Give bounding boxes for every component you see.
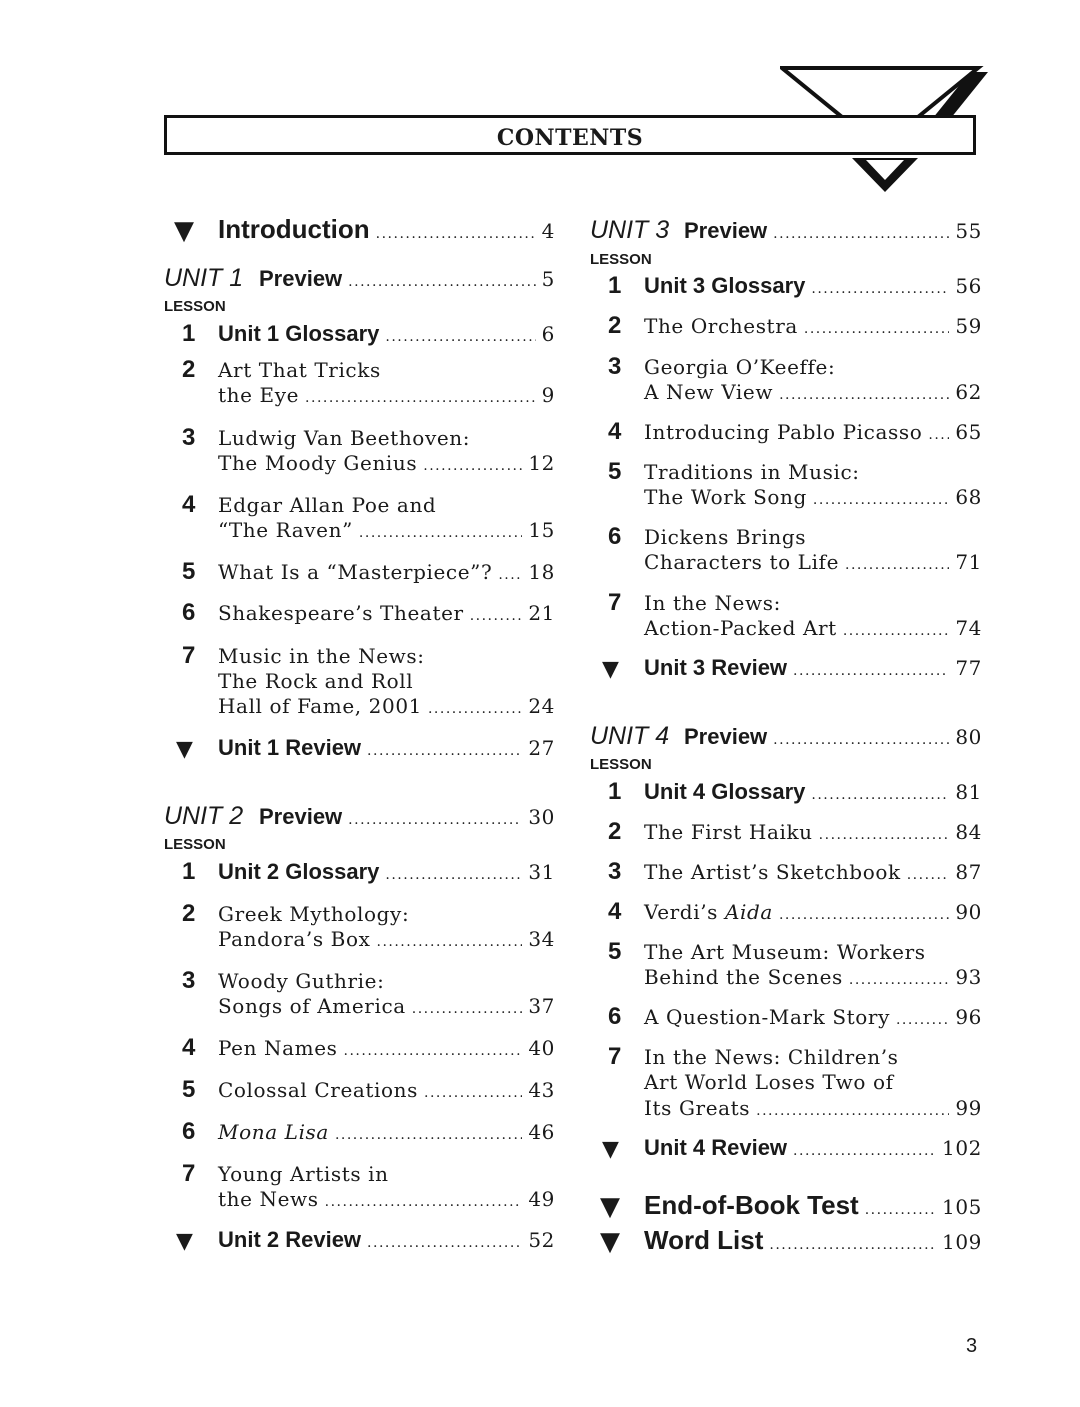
toc-entry-lesson[interactable] (218, 927, 555, 951)
entry-title: Preview (259, 804, 343, 829)
entry-title: Behind the Scenes (644, 965, 843, 989)
lesson-number: 5 (182, 1076, 196, 1103)
entry-title: Songs of America (218, 994, 406, 1018)
lesson-label: LESSON (590, 251, 652, 268)
entry-title: Mona Lisa (218, 1120, 329, 1144)
toc-entry-lesson[interactable] (218, 451, 555, 475)
leader-dots (385, 329, 535, 345)
lesson-number: 6 (608, 1003, 622, 1030)
entry-page: 27 (528, 736, 555, 760)
toc-entry-lesson[interactable] (644, 314, 982, 338)
entry-page: 59 (955, 314, 982, 338)
entry-title: Unit 3 Glossary (644, 273, 806, 298)
entry-title: Unit 2 Glossary (218, 859, 380, 884)
entry-title: Unit 4 Glossary (644, 779, 806, 804)
leader-dots (843, 623, 950, 639)
entry-title-line[interactable]: Greek Mythology: (218, 902, 410, 926)
entry-title: Word List (644, 1225, 764, 1255)
toc-entry-unit4-review[interactable] (644, 1135, 982, 1161)
entry-title: Introducing Pablo Picasso (644, 420, 923, 444)
lesson-number: 5 (182, 558, 196, 585)
down-triangle-icon: ▼ (602, 657, 619, 682)
entry-page: 49 (528, 1187, 555, 1211)
entry-page: 65 (955, 420, 982, 444)
leader-dots (428, 701, 522, 717)
entry-title: Characters to Life (644, 550, 839, 574)
entry-title: Pen Names (218, 1036, 338, 1060)
entry-title: Shakespeare’s Theater (218, 601, 464, 625)
leader-dots (335, 1127, 522, 1143)
leader-dots (367, 743, 522, 759)
entry-page: 5 (541, 267, 555, 291)
contents-header (164, 115, 976, 155)
entry-page: 109 (942, 1230, 982, 1254)
leader-dots (813, 492, 949, 508)
toc-entry-lesson[interactable] (644, 1005, 982, 1029)
entry-title-line[interactable]: Music in the News: (218, 644, 425, 668)
entry-title-line[interactable]: Traditions in Music: (644, 460, 860, 484)
lesson-number: 3 (608, 858, 622, 885)
entry-title-line[interactable]: Georgia O’Keeffe: (644, 355, 836, 379)
leader-dots (756, 1103, 949, 1119)
entry-title-line[interactable]: Art World Loses Two of (644, 1070, 894, 1094)
entry-page: 93 (955, 965, 982, 989)
leader-dots (367, 1235, 522, 1251)
toc-entry-introduction[interactable] (218, 214, 555, 245)
lesson-number: 6 (182, 1118, 196, 1145)
toc-entry-lesson[interactable] (218, 859, 555, 885)
toc-entry-lesson[interactable] (644, 965, 982, 989)
leader-dots (359, 525, 522, 541)
leader-dots (344, 1043, 523, 1059)
leader-dots (325, 1194, 523, 1210)
entry-title: the Eye (218, 383, 300, 407)
lesson-number: 7 (608, 589, 622, 616)
entry-title: Unit 1 Review (218, 735, 362, 760)
leader-dots (773, 732, 949, 748)
entry-page: 21 (528, 601, 555, 625)
lesson-number: 2 (608, 818, 622, 845)
toc-entry-lesson[interactable] (644, 485, 982, 509)
entry-title-line[interactable]: Dickens Brings (644, 525, 807, 549)
leader-dots (423, 458, 522, 474)
toc-entry-unit1-preview[interactable] (259, 266, 555, 292)
lesson-number: 5 (608, 458, 622, 485)
entry-page: 105 (942, 1195, 982, 1219)
entry-page: 24 (528, 694, 555, 718)
entry-title: End-of-Book Test (644, 1190, 859, 1220)
entry-page: 4 (541, 219, 555, 243)
entry-page: 74 (955, 616, 982, 640)
lesson-number: 6 (182, 599, 196, 626)
lesson-number: 3 (182, 424, 196, 451)
leader-dots (793, 663, 949, 679)
entry-page: 90 (955, 900, 982, 924)
entry-page: 68 (955, 485, 982, 509)
toc-entry-lesson[interactable] (644, 860, 982, 884)
toc-entry-word-list[interactable] (644, 1225, 982, 1256)
unit-label: UNIT 2 (164, 802, 244, 830)
entry-page: 12 (528, 451, 555, 475)
down-triangle-icon: ▼ (600, 1227, 620, 1257)
lesson-number: 7 (182, 642, 196, 669)
entry-title: Pandora’s Box (218, 927, 371, 951)
entry-page: 71 (955, 550, 982, 574)
lesson-label: LESSON (590, 756, 652, 773)
toc-entry-lesson[interactable] (644, 779, 982, 805)
entry-page: 55 (955, 219, 982, 243)
lesson-number: 3 (608, 353, 622, 380)
entry-title: Preview (684, 724, 768, 749)
toc-entry-lesson[interactable] (218, 560, 555, 584)
toc-entry-lesson[interactable] (218, 518, 555, 542)
leader-dots (845, 557, 949, 573)
entry-title-line[interactable]: The Art Museum: Workers (644, 940, 926, 964)
unit-label: UNIT 3 (590, 216, 670, 244)
toc-entry-lesson[interactable] (218, 1078, 555, 1102)
entry-title: Action-Packed Art (644, 616, 837, 640)
toc-entry-lesson[interactable] (218, 383, 555, 407)
leader-dots (498, 567, 522, 583)
entry-title-line[interactable]: Ludwig Van Beethoven: (218, 426, 471, 450)
toc-entry-lesson[interactable] (644, 900, 982, 924)
entry-page: 31 (528, 860, 555, 884)
lesson-number: 7 (182, 1160, 196, 1187)
entry-title: Preview (259, 266, 343, 291)
page-title: CONTENTS (496, 125, 644, 151)
lesson-number: 4 (182, 1034, 196, 1061)
entry-page: 37 (528, 994, 555, 1018)
down-triangle-icon: ▼ (176, 737, 193, 762)
leader-dots (773, 226, 949, 242)
entry-title-line[interactable]: Young Artists in (218, 1162, 389, 1186)
down-triangle-icon: ▼ (600, 1192, 620, 1222)
entry-page: 30 (528, 805, 555, 829)
leader-dots (424, 1085, 522, 1101)
entry-title-line[interactable]: Art That Tricks (218, 358, 381, 382)
lesson-number: 4 (608, 418, 622, 445)
leader-dots (896, 1012, 949, 1028)
leader-dots (819, 827, 950, 843)
lesson-number: 1 (608, 272, 622, 299)
entry-title-line[interactable]: In the News: (644, 591, 781, 615)
entry-page: 102 (942, 1136, 982, 1160)
entry-title-line[interactable]: The Rock and Roll (218, 669, 414, 693)
toc-entry-lesson[interactable] (218, 994, 555, 1018)
lesson-number: 7 (608, 1043, 622, 1070)
entry-page: 96 (955, 1005, 982, 1029)
toc-entry-lesson[interactable] (218, 694, 555, 718)
leader-dots (793, 1143, 936, 1159)
down-triangle-icon: ▼ (174, 216, 194, 246)
entry-page: 40 (528, 1036, 555, 1060)
entry-title: The Work Song (644, 485, 807, 509)
leader-dots (928, 427, 949, 443)
entry-title: The First Haiku (644, 820, 813, 844)
toc-entry-unit4-preview[interactable] (684, 724, 982, 750)
lesson-number: 2 (182, 900, 196, 927)
lesson-number: 2 (182, 356, 196, 383)
lesson-number: 1 (182, 858, 196, 885)
unit-label: UNIT 1 (164, 264, 244, 292)
lesson-label: LESSON (164, 836, 226, 853)
entry-title: Colossal Creations (218, 1078, 419, 1102)
toc-entry-unit1-review[interactable] (218, 735, 555, 761)
toc-entry-lesson[interactable] (644, 273, 982, 299)
entry-page: 9 (541, 383, 555, 407)
leader-dots (849, 972, 949, 988)
toc-entry-lesson[interactable] (218, 601, 555, 625)
entry-page: 77 (955, 656, 982, 680)
entry-title: Hall of Fame, 2001 (218, 694, 422, 718)
entry-title: Its Greats (644, 1096, 751, 1120)
leader-dots (769, 1237, 936, 1253)
lesson-number: 2 (608, 312, 622, 339)
leader-dots (907, 867, 950, 883)
leader-dots (412, 1001, 523, 1017)
leader-dots (779, 907, 949, 923)
toc-entry-lesson[interactable] (218, 1187, 555, 1211)
entry-page: 80 (955, 725, 982, 749)
leader-dots (811, 787, 949, 803)
entry-title: Preview (684, 218, 768, 243)
down-triangle-icon: ▼ (176, 1229, 193, 1254)
entry-title: A Question-Mark Story (644, 1005, 890, 1029)
entry-page: 81 (955, 780, 982, 804)
entry-page: 99 (955, 1096, 982, 1120)
entry-page: 52 (528, 1228, 555, 1252)
entry-title-line[interactable]: In the News: Children’s (644, 1045, 899, 1069)
entry-page: 43 (528, 1078, 555, 1102)
entry-title: “The Raven” (218, 518, 353, 542)
italic-title-word: Aida (724, 900, 773, 924)
lesson-number: 4 (182, 491, 196, 518)
entry-title: The Moody Genius (218, 451, 418, 475)
down-triangle-icon: ▼ (602, 1137, 619, 1162)
leader-dots (779, 387, 949, 403)
entry-page: 6 (541, 322, 555, 346)
entry-page: 56 (955, 274, 982, 298)
entry-title: the News (218, 1187, 319, 1211)
lesson-number: 1 (608, 778, 622, 805)
entry-title: Unit 1 Glossary (218, 321, 380, 346)
lesson-number: 6 (608, 523, 622, 550)
leader-dots (348, 812, 522, 828)
entry-page: 46 (528, 1120, 555, 1144)
leader-dots (804, 321, 949, 337)
entry-page: 62 (955, 380, 982, 404)
entry-page: 84 (955, 820, 982, 844)
entry-title: A New View (644, 380, 774, 404)
toc-entry-lesson[interactable] (644, 1096, 982, 1120)
entry-page: 87 (955, 860, 982, 884)
lesson-label: LESSON (164, 298, 226, 315)
leader-dots (865, 1202, 936, 1218)
toc-entry-lesson[interactable] (644, 616, 982, 640)
toc-entry-unit3-review[interactable] (644, 655, 982, 681)
unit-label: UNIT 4 (590, 722, 670, 750)
toc-entry-lesson[interactable] (644, 550, 982, 574)
toc-entry-lesson[interactable] (218, 321, 555, 347)
toc-entry-lesson[interactable] (644, 820, 982, 844)
leader-dots (305, 390, 536, 406)
lesson-number: 4 (608, 898, 622, 925)
entry-page: 34 (528, 927, 555, 951)
toc-entry-end-of-book-test[interactable] (644, 1190, 982, 1221)
entry-title: Unit 2 Review (218, 1227, 362, 1252)
leader-dots (348, 274, 536, 290)
entry-title: What Is a “Masterpiece”? (218, 560, 493, 584)
leader-dots (376, 226, 536, 242)
toc-entry-unit3-preview[interactable] (684, 218, 982, 244)
toc-entry-lesson[interactable] (218, 1036, 555, 1060)
toc-entry-lesson[interactable] (218, 1120, 555, 1144)
toc-entry-unit2-review[interactable] (218, 1227, 555, 1253)
entry-title: Verdi’s Aida (644, 900, 773, 924)
toc-entry-lesson[interactable] (644, 420, 982, 444)
entry-title: The Orchestra (644, 314, 798, 338)
page-number: 3 (966, 1335, 978, 1357)
leader-dots (377, 934, 523, 950)
entry-title-line[interactable]: Woody Guthrie: (218, 969, 385, 993)
entry-title: Unit 3 Review (644, 655, 788, 680)
entry-title: Unit 4 Review (644, 1135, 788, 1160)
toc-entry-unit2-preview[interactable] (259, 804, 555, 830)
entry-title: The Artist’s Sketchbook (644, 860, 901, 884)
lesson-number: 5 (608, 938, 622, 965)
toc-entry-lesson[interactable] (644, 380, 982, 404)
leader-dots (470, 608, 523, 624)
lesson-number: 3 (182, 967, 196, 994)
entry-page: 15 (528, 518, 555, 542)
entry-title-line[interactable]: Edgar Allan Poe and (218, 493, 437, 517)
leader-dots (385, 867, 522, 883)
entry-page: 18 (528, 560, 555, 584)
entry-title: Introduction (218, 214, 370, 244)
leader-dots (811, 281, 949, 297)
lesson-number: 1 (182, 320, 196, 347)
